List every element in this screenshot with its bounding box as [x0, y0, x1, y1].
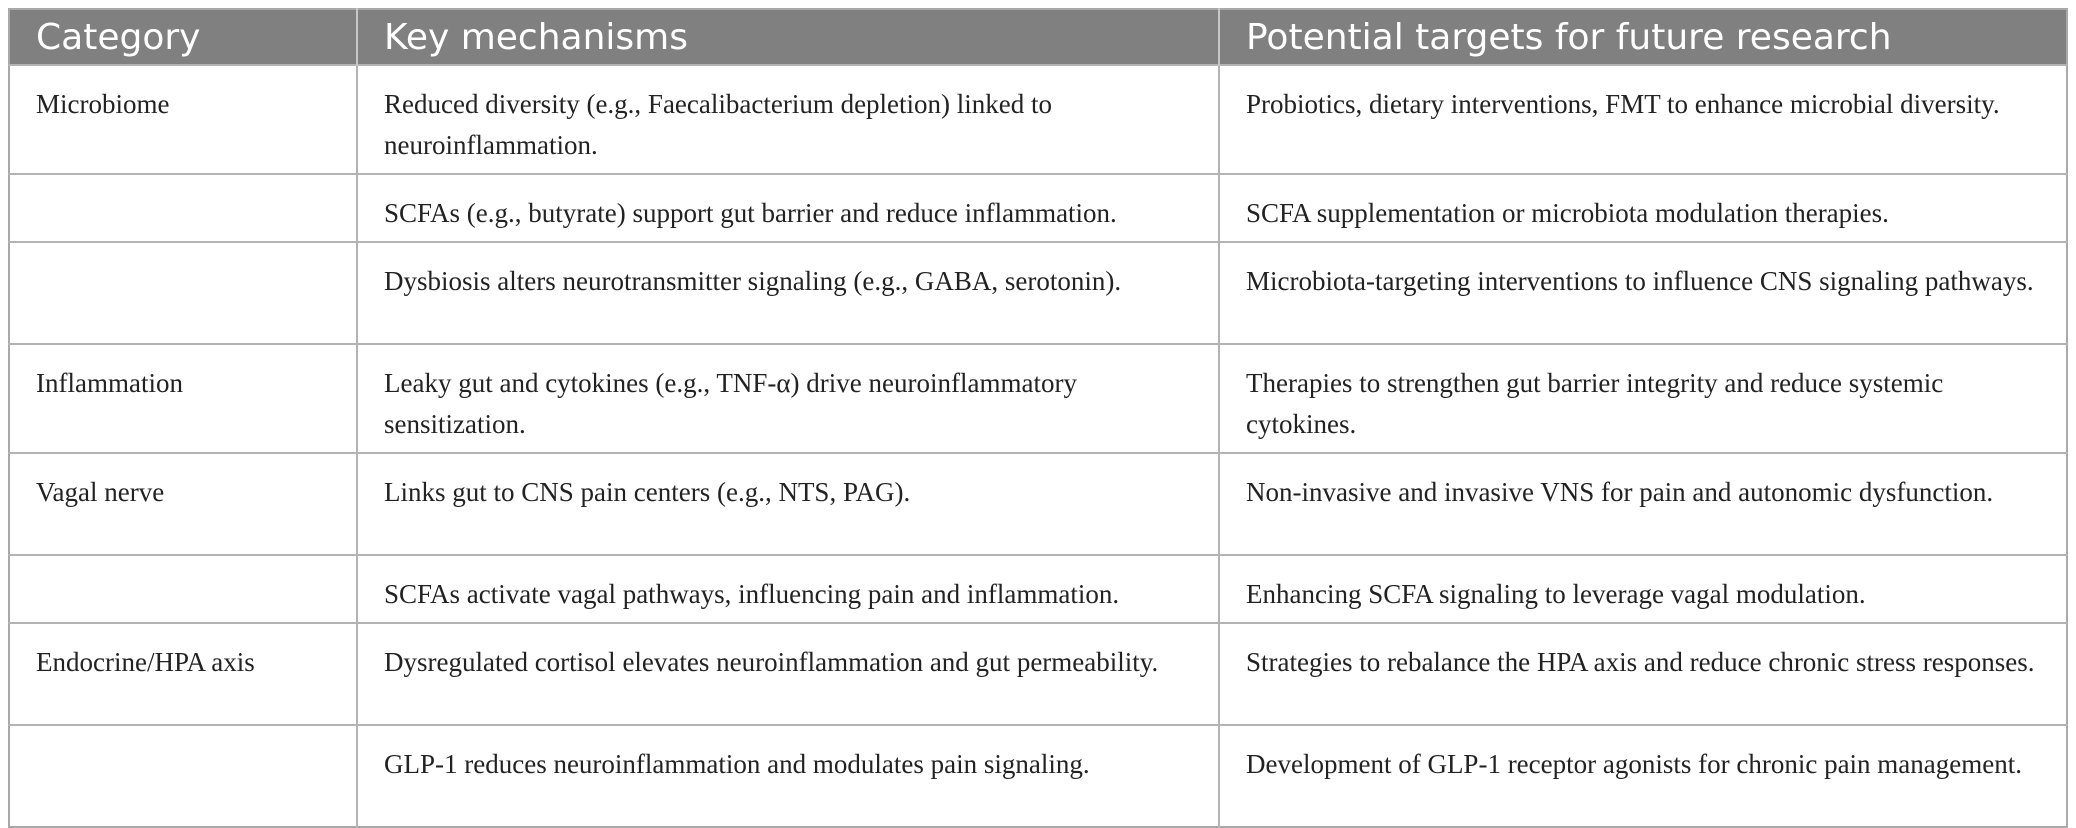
category-cell: Inflammation	[9, 344, 357, 453]
column-header-category: Category	[9, 9, 357, 65]
table-row	[9, 344, 2067, 453]
table-row	[9, 623, 2067, 725]
target-cell: Enhancing SCFA signaling to leverage vagal modulation.	[1219, 555, 2067, 623]
table-row	[9, 725, 2067, 827]
target-cell: Microbiota-targeting interventions to influence CNS signaling pathways.	[1219, 242, 2067, 344]
category-cell: Endocrine/HPA axis	[9, 623, 357, 725]
table-body	[9, 65, 2067, 827]
target-cell: Development of GLP-1 receptor agonists for chronic pain management.	[1219, 725, 2067, 827]
category-cell	[9, 174, 357, 242]
mechanism-cell: Dysregulated cortisol elevates neuroinflammation and gut permeability.	[357, 623, 1219, 725]
mechanism-cell: SCFAs (e.g., butyrate) support gut barrier and reduce inflammation.	[357, 174, 1219, 242]
target-cell: SCFA supplementation or microbiota modulation therapies.	[1219, 174, 2067, 242]
mechanism-cell: Links gut to CNS pain centers (e.g., NTS, PAG).	[357, 453, 1219, 555]
research-table-container	[8, 8, 2066, 828]
table-header	[9, 9, 2067, 65]
column-header-key-mechanisms: Key mechanisms	[357, 9, 1219, 65]
category-cell	[9, 555, 357, 623]
table-row	[9, 453, 2067, 555]
mechanism-cell: Reduced diversity (e.g., Faecalibacterium depletion) linked to neuroinflammation.	[357, 65, 1219, 174]
header-row	[9, 9, 2067, 65]
mechanism-cell: Leaky gut and cytokines (e.g., TNF-α) drive neuroinflammatory sensitization.	[357, 344, 1219, 453]
table-row	[9, 174, 2067, 242]
target-cell: Probiotics, dietary interventions, FMT to enhance microbial diversity.	[1219, 65, 2067, 174]
mechanism-cell: SCFAs activate vagal pathways, influencing pain and inflammation.	[357, 555, 1219, 623]
category-cell	[9, 725, 357, 827]
table-row	[9, 65, 2067, 174]
mechanism-cell: GLP-1 reduces neuroinflammation and modulates pain signaling.	[357, 725, 1219, 827]
table-row	[9, 242, 2067, 344]
column-header-potential-targets: Potential targets for future research	[1219, 9, 2067, 65]
target-cell: Therapies to strengthen gut barrier integrity and reduce systemic cytokines.	[1219, 344, 2067, 453]
category-cell	[9, 242, 357, 344]
category-cell: Vagal nerve	[9, 453, 357, 555]
target-cell: Strategies to rebalance the HPA axis and reduce chronic stress responses.	[1219, 623, 2067, 725]
table-row	[9, 555, 2067, 623]
mechanism-cell: Dysbiosis alters neurotransmitter signaling (e.g., GABA, serotonin).	[357, 242, 1219, 344]
category-cell: Microbiome	[9, 65, 357, 174]
research-table	[8, 8, 2068, 828]
target-cell: Non-invasive and invasive VNS for pain and autonomic dysfunction.	[1219, 453, 2067, 555]
